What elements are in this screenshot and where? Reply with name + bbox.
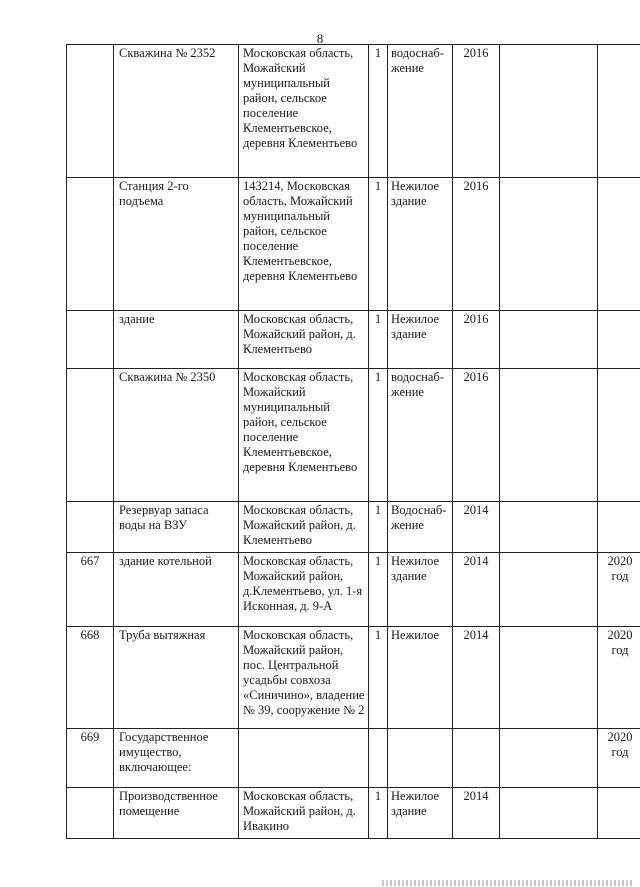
object-name-cell: здание котельной	[114, 553, 239, 627]
row-number-cell	[67, 502, 114, 553]
empty-cell	[500, 311, 598, 369]
empty-cell	[500, 369, 598, 502]
row-number-cell	[67, 788, 114, 839]
object-type-cell: Нежилое здание	[388, 788, 453, 839]
year-cell: 2014	[453, 788, 500, 839]
address-cell: Московская область, Можайский муниципальный район, сельское поселение Клементьевское, деревня Клементьево	[239, 45, 369, 178]
row-number-cell	[67, 369, 114, 502]
term-cell	[598, 788, 640, 839]
year-cell: 2016	[453, 369, 500, 502]
term-cell	[598, 369, 640, 502]
term-cell	[598, 45, 640, 178]
quantity-cell: 1	[369, 553, 388, 627]
object-name-cell: Резервуар запаса воды на ВЗУ	[114, 502, 239, 553]
quantity-cell: 1	[369, 788, 388, 839]
empty-cell	[500, 45, 598, 178]
address-cell: 143214, Московская область, Можайский муниципальный район, сельское поселение Клементьевское, деревня Клементьево	[239, 178, 369, 311]
object-type-cell: водоснаб-жение	[388, 45, 453, 178]
quantity-cell: 1	[369, 369, 388, 502]
table-row	[67, 502, 640, 553]
row-number-cell: 668	[67, 627, 114, 729]
object-type-cell: Водоснаб-жение	[388, 502, 453, 553]
address-cell	[239, 729, 369, 788]
address-cell: Московская область, Можайский район, д.Клементьево, ул. 1-я Исконная, д. 9-А	[239, 553, 369, 627]
table-row	[67, 45, 640, 178]
quantity-cell: 1	[369, 178, 388, 311]
term-cell	[598, 502, 640, 553]
address-cell: Московская область, Можайский район, пос. Центральной усадьбы совхоза «Синичино», владение № 39, сооружение № 2	[239, 627, 369, 729]
year-cell: 2016	[453, 178, 500, 311]
empty-cell	[500, 729, 598, 788]
term-cell	[598, 178, 640, 311]
empty-cell	[500, 788, 598, 839]
year-cell	[453, 729, 500, 788]
empty-cell	[500, 502, 598, 553]
object-name-cell: здание	[114, 311, 239, 369]
quantity-cell: 1	[369, 627, 388, 729]
address-cell: Московская область, Можайский муниципальный район, сельское поселение Клементьевское, деревня Клементьево	[239, 369, 369, 502]
table-row	[67, 311, 640, 369]
empty-cell	[500, 627, 598, 729]
year-cell: 2016	[453, 45, 500, 178]
year-cell: 2014	[453, 627, 500, 729]
property-table	[66, 44, 640, 839]
object-type-cell: Нежилое здание	[388, 311, 453, 369]
empty-cell	[500, 178, 598, 311]
empty-cell	[500, 553, 598, 627]
object-name-cell: Скважина № 2352	[114, 45, 239, 178]
address-cell: Московская область, Можайский район, д. Клементьево	[239, 502, 369, 553]
object-type-cell	[388, 729, 453, 788]
address-cell: Московская область, Можайский район, д. Клементьево	[239, 311, 369, 369]
object-type-cell: водоснаб-жение	[388, 369, 453, 502]
quantity-cell: 1	[369, 502, 388, 553]
quantity-cell	[369, 729, 388, 788]
table-row	[67, 627, 640, 729]
row-number-cell	[67, 311, 114, 369]
property-table-body	[67, 45, 640, 839]
object-name-cell: Станция 2-го подъема	[114, 178, 239, 311]
table-row	[67, 553, 640, 627]
term-cell: 2020 год	[598, 553, 640, 627]
object-type-cell: Нежилое здание	[388, 553, 453, 627]
row-number-cell	[67, 178, 114, 311]
page-number: 8	[316, 31, 324, 46]
term-cell	[598, 311, 640, 369]
table-row	[67, 788, 640, 839]
row-number-cell	[67, 45, 114, 178]
table-row	[67, 369, 640, 502]
year-cell: 2016	[453, 311, 500, 369]
object-type-cell: Нежилое	[388, 627, 453, 729]
year-cell: 2014	[453, 502, 500, 553]
table-row	[67, 729, 640, 788]
quantity-cell: 1	[369, 45, 388, 178]
term-cell: 2020 год	[598, 627, 640, 729]
year-cell: 2014	[453, 553, 500, 627]
scan-artifact	[382, 880, 632, 886]
row-number-cell: 669	[67, 729, 114, 788]
object-name-cell: Производственное помещение	[114, 788, 239, 839]
address-cell: Московская область, Можайский район, д. Ивакино	[239, 788, 369, 839]
object-type-cell: Нежилое здание	[388, 178, 453, 311]
table-row	[67, 178, 640, 311]
object-name-cell: Государственное имущество, включающее:	[114, 729, 239, 788]
term-cell: 2020 год	[598, 729, 640, 788]
object-name-cell: Скважина № 2350	[114, 369, 239, 502]
row-number-cell: 667	[67, 553, 114, 627]
object-name-cell: Труба вытяжная	[114, 627, 239, 729]
quantity-cell: 1	[369, 311, 388, 369]
